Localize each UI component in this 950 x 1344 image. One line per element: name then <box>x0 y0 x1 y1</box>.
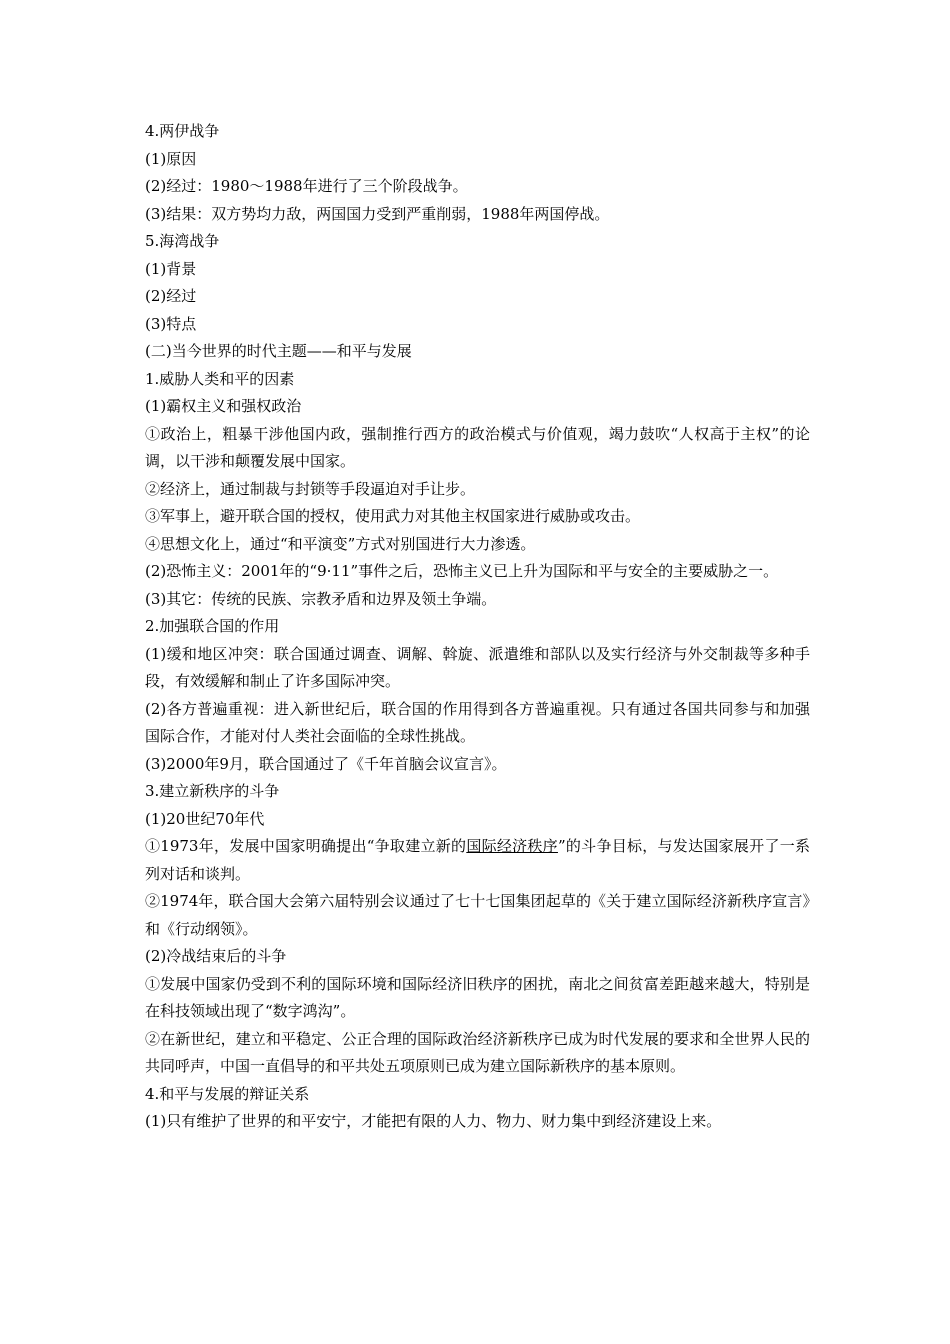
para-1973-after: ”的斗争目标，与发达国家展开了一系列对话和谈判。 <box>145 837 810 883</box>
item-hegemonism: (1)霸权主义和强权政治 <box>145 397 302 415</box>
item-background: (1)背景 <box>145 259 197 278</box>
heading-new-order: 3.建立新秩序的斗争 <box>145 782 280 800</box>
heading-threats: 1.威胁人类和平的因素 <box>145 369 295 388</box>
para-military: ③军事上，避开联合国的授权，使用武力对其他主权国家进行威胁或攻击。 <box>145 507 641 525</box>
item-process: (2)经过：1980～1988年进行了三个阶段战争。 <box>145 177 468 195</box>
item-post-cold-war: (2)冷战结束后的斗争 <box>145 947 287 965</box>
para-terrorism: (2)恐怖主义：2001年的“9·11”事件之后，恐怖主义已上升为国际和平与安全的主要威胁之一。 <box>145 562 779 580</box>
para-1973 <box>145 833 810 888</box>
para-millennium: (3)2000年9月，联合国通过了《千年首脑会议宣言》。 <box>145 754 507 773</box>
item-1970s: (1)20世纪70年代 <box>145 809 265 828</box>
underlined-term: 国际经济秩序 <box>466 837 558 855</box>
para-ease-conflict: (1)缓和地区冲突：联合国通过调查、调解、斡旋、派遣维和部队以及实行经济与外交制裁等多种手段，有效缓解和制止了许多国际冲突。 <box>145 644 810 690</box>
para-digital-divide: ①发展中国家仍受到不利的国际环境和国际经济旧秩序的困扰，南北之间贫富差距越来越大，特别是在科技领域出现了“数字鸿沟”。 <box>145 974 810 1020</box>
para-1973-before: ①1973年，发展中国家明确提出“争取建立新的 <box>145 837 467 855</box>
heading-iran-iraq-war: 4.两伊战争 <box>145 122 220 140</box>
item-cause: (1)原因 <box>145 149 197 168</box>
section-heading-peace-development: (二)当今世界的时代主题——和平与发展 <box>145 342 412 360</box>
para-1974: ②1974年，联合国大会第六届特别会议通过了七十七国集团起草的《关于建立国际经济新秩序宣言》和《行动纲领》。 <box>145 892 810 938</box>
para-widespread-attention: (2)各方普遍重视：进入新世纪后，联合国的作用得到各方普遍重视。只有通过各国共同参与和加强国际合作，才能对付人类社会面临的全球性挑战。 <box>145 699 810 745</box>
item-process-2: (2)经过 <box>145 287 197 305</box>
heading-dialectical: 4.和平与发展的辩证关系 <box>145 1084 310 1103</box>
document-body <box>145 118 810 1136</box>
para-peace-first: (1)只有维护了世界的和平安宁，才能把有限的人力、物力、财力集中到经济建设上来。 <box>145 1112 722 1130</box>
para-culture: ④思想文化上，通过“和平演变”方式对别国进行大力渗透。 <box>145 534 536 553</box>
para-new-century: ②在新世纪，建立和平稳定、公正合理的国际政治经济新秩序已成为时代发展的要求和全世界人民的共同呼声，中国一直倡导的和平共处五项原则已成为建立国际新秩序的基本原则。 <box>145 1029 810 1075</box>
para-political: ①政治上，粗暴干涉他国内政，强制推行西方的政治模式与价值观，竭力鼓吹“人权高于主权”的论调，以干涉和颠覆发展中国家。 <box>145 424 810 470</box>
heading-un-role: 2.加强联合国的作用 <box>145 617 280 635</box>
para-other: (3)其它：传统的民族、宗教矛盾和边界及领土争端。 <box>145 589 497 608</box>
para-economic: ②经济上，通过制裁与封锁等手段逼迫对手让步。 <box>145 479 476 498</box>
item-features: (3)特点 <box>145 314 197 333</box>
item-result: (3)结果：双方势均力敌，两国国力受到严重削弱，1988年两国停战。 <box>145 204 610 223</box>
heading-gulf-war: 5.海湾战争 <box>145 232 220 250</box>
